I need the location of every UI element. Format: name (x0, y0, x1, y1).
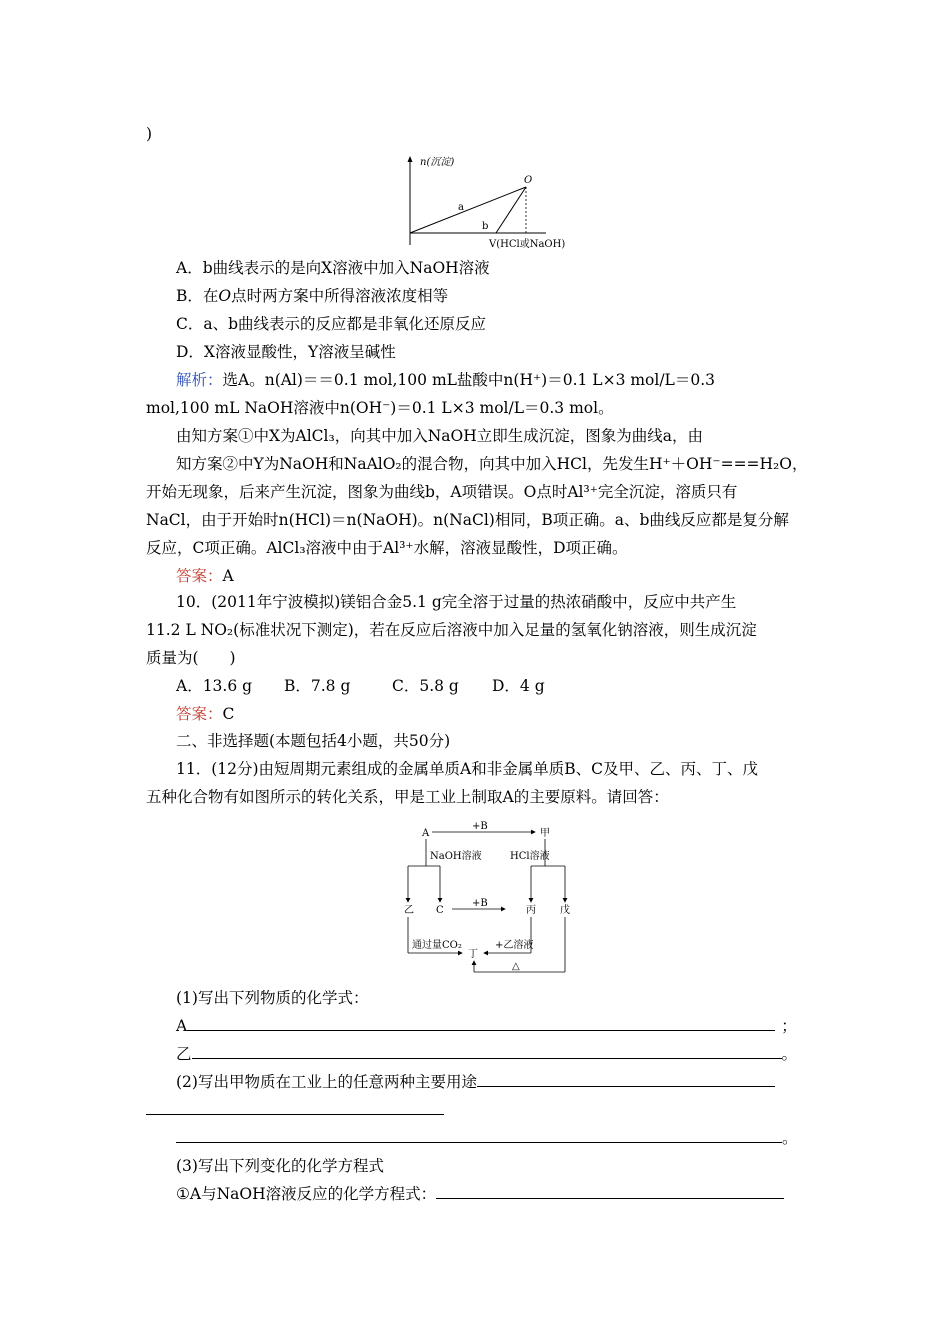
option-d: D．X溶液显酸性，Y溶液呈碱性 (176, 343, 396, 361)
answer-2: 答案：C (176, 705, 235, 723)
q11-line-1: 11．(12分)由短周期元素组成的金属单质A和非金属单质B、C及甲、乙、丙、丁、戊 (176, 760, 758, 778)
answer-blank-yi[interactable] (192, 1044, 782, 1059)
analysis-line-4: 知方案②中Y为NaOH和NaAlO₂的混合物，向其中加入HCl，先发生H⁺＋OH⁻===H₂O， (176, 455, 808, 473)
q10-line-2: 11.2 L NO₂(标准状况下测定)，若在反应后溶液中加入足量的氢氧化钠溶液，则生成沉淀 (146, 621, 757, 639)
analysis-line-6: NaCl，由于开始时n(HCl)＝n(NaOH)。n(NaCl)相同，B项正确。a、b曲线反应都是复分解 (146, 511, 789, 529)
analysis-line-7: 反应，C项正确。AlCl₃溶液中由于Al³⁺水解，溶液显酸性，D项正确。 (146, 539, 628, 557)
hcl-label: HCl溶液 (510, 851, 550, 862)
q10-choice-c: C．5.8 g (392, 677, 459, 695)
x-axis-label: V(HCl或NaOH) (489, 239, 566, 250)
conversion-flow-diagram (400, 822, 580, 976)
answer-blank-equation-1[interactable] (436, 1184, 784, 1199)
q10-choices (176, 676, 545, 696)
curve-a-label: a (458, 202, 464, 213)
sub3-item-1: ①A与NaOH溶液反应的化学方程式： (176, 1184, 784, 1204)
naoh-label: NaOH溶液 (430, 851, 482, 862)
analysis-label: 解析： (176, 371, 223, 389)
curve-b-line (496, 187, 526, 233)
co2-label: 通过量CO₂ (412, 940, 462, 951)
analysis-line-2: mol,100 mL NaOH溶液中n(OH⁻)＝0.1 L×3 mol/L＝0.3 mol。 (146, 399, 614, 417)
curve-a-line (410, 187, 526, 233)
answer-blank-a[interactable] (187, 1016, 775, 1031)
analysis-line-3: 由知方案①中X为AlCl₃，向其中加入NaOH立即生成沉淀，图象为曲线a，由 (176, 427, 703, 445)
sub1-yi-line: 乙 。 (176, 1045, 798, 1063)
yi-solution-label: +乙溶液 (495, 940, 534, 951)
sub3-title: (3)写出下列变化的化学方程式 (176, 1157, 384, 1175)
node-a: A (422, 828, 430, 839)
precipitate-graph (400, 153, 566, 253)
heat-label: △ (512, 961, 520, 972)
point-o-label: O (524, 175, 533, 186)
q10-choice-a: A．13.6 g (176, 677, 253, 695)
option-a: A．b曲线表示的是向X溶液中加入NaOH溶液 (176, 259, 490, 277)
node-bing: 丙 (526, 905, 536, 916)
option-b: B．在O点时两方案中所得溶液浓度相等 (176, 287, 449, 305)
sub2-line-3: 。 (176, 1128, 798, 1148)
q11-line-2: 五种化合物有如图所示的转化关系，甲是工业上制取A的主要原料。请回答： (146, 788, 669, 806)
top-plus-b: +B (472, 821, 488, 832)
curve-b-label: b (482, 221, 489, 232)
sub2-continuation (146, 1100, 444, 1120)
q10-line-3: 质量为( ) (146, 649, 236, 667)
sub1-title: (1)写出下列物质的化学式： (176, 989, 369, 1007)
option-c: C．a、b曲线表示的反应都是非氧化还原反应 (176, 315, 487, 333)
sub1-a-line: A ； (176, 1017, 797, 1035)
mid-plus-b: +B (472, 898, 488, 909)
answer-blank-use-2[interactable] (146, 1100, 444, 1115)
q10-choice-d: D．4 g (492, 677, 545, 695)
analysis-line-1: 解析：选A。n(Al)＝＝0.1 mol,100 mL盐酸中n(H⁺)＝0.1 L×3 mol/L＝0.3 (176, 371, 716, 389)
answer-1: 答案：A (176, 567, 234, 585)
y-axis-label: n(沉淀) (420, 157, 455, 168)
node-ding: 丁 (468, 949, 478, 960)
q10-choice-b: B．7.8 g (284, 677, 351, 695)
section-2-heading: 二、非选择题(本题包括4小题，共50分) (176, 732, 451, 750)
y-axis-arrow (408, 156, 413, 162)
answer-blank-use-1[interactable] (477, 1072, 775, 1087)
node-c: C (436, 905, 444, 916)
top-paren: ) (146, 125, 153, 143)
sub2-title: (2)写出甲物质在工业上的任意两种主要用途 (176, 1072, 775, 1092)
node-wu: 戊 (560, 905, 570, 916)
analysis-line-5: 开始无现象，后来产生沉淀，图象为曲线b，A项错误。O点时Al³⁺完全沉淀，溶质只有 (146, 483, 738, 501)
q10-line-1: 10．(2011年宁波模拟)镁铝合金5.1 g完全溶于过量的热浓硝酸中，反应中共产生 (176, 593, 737, 611)
node-jia: 甲 (540, 828, 550, 839)
node-yi: 乙 (404, 905, 414, 916)
answer-blank-use-3[interactable] (176, 1128, 782, 1143)
